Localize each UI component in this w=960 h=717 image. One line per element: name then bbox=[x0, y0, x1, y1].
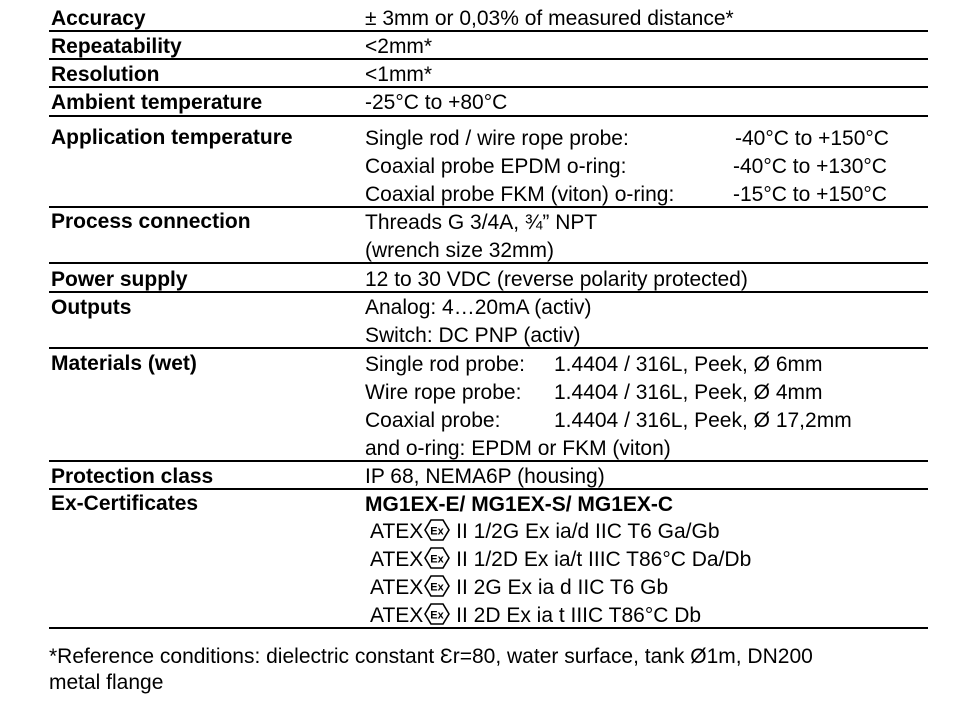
atex-prefix: ATEX bbox=[370, 548, 424, 571]
atex-cert-text: II 1/2D Ex ia/t IIIC T86°C Da/Db bbox=[456, 548, 752, 571]
row-divider bbox=[49, 262, 928, 264]
row-value-power-supply: 12 to 30 VDC (reverse polarity protected) bbox=[365, 268, 748, 291]
row-divider bbox=[49, 206, 928, 208]
row-divider bbox=[49, 488, 928, 490]
ex-atex-hexagon-icon bbox=[424, 575, 450, 597]
row-label-accuracy: Accuracy bbox=[51, 7, 146, 30]
atex-prefix: ATEX bbox=[370, 576, 424, 599]
row-label-repeatability: Repeatability bbox=[51, 35, 182, 58]
row-label-power-supply: Power supply bbox=[51, 268, 188, 291]
row-label-outputs: Outputs bbox=[51, 296, 132, 319]
svg-text:Ex: Ex bbox=[430, 553, 445, 566]
row-divider bbox=[49, 347, 928, 349]
application-temp-entry-name: Coaxial probe EPDM o-ring: bbox=[365, 155, 627, 178]
row-divider bbox=[49, 115, 928, 117]
row-divider bbox=[49, 460, 928, 462]
materials-entry-value: 1.4404 / 316L, Peek, Ø 6mm bbox=[554, 353, 823, 376]
row-value-resolution: <1mm* bbox=[365, 63, 433, 86]
row-label-application-temperature: Application temperature bbox=[51, 126, 293, 149]
atex-prefix: ATEX bbox=[370, 604, 424, 627]
row-value-protection-class: IP 68, NEMA6P (housing) bbox=[365, 465, 605, 488]
materials-entry-value: 1.4404 / 316L, Peek, Ø 17,2mm bbox=[554, 409, 852, 432]
application-temp-entry-value: -40°C to +130°C bbox=[733, 155, 887, 178]
atex-cert-text: II 2G Ex ia d IIC T6 Gb bbox=[456, 576, 669, 599]
materials-entry-name: Single rod probe: bbox=[365, 353, 525, 376]
footnote-line-1: *Reference conditions: dielectric constant Ɛr=80, water surface, tank Ø1m, DN200 bbox=[49, 645, 813, 668]
application-temp-entry-name: Single rod / wire rope probe: bbox=[365, 127, 629, 150]
row-value-repeatability: <2mm* bbox=[365, 35, 433, 58]
row-label-materials-wet: Materials (wet) bbox=[51, 352, 197, 375]
atex-cert-line bbox=[370, 519, 720, 544]
atex-cert-text: II 2D Ex ia t IIIC T86°C Db bbox=[456, 604, 702, 627]
row-divider bbox=[49, 291, 928, 293]
row-divider bbox=[49, 58, 928, 60]
materials-entry-value: 1.4404 / 316L, Peek, Ø 4mm bbox=[554, 381, 823, 404]
application-temp-entry-name: Coaxial probe FKM (viton) o-ring: bbox=[365, 183, 675, 206]
row-value-outputs: Analog: 4…20mA (activ) bbox=[365, 296, 592, 319]
svg-text:Ex: Ex bbox=[430, 525, 445, 538]
row-value-process-connection: (wrench size 32mm) bbox=[365, 239, 555, 262]
row-value-outputs: Switch: DC PNP (activ) bbox=[365, 324, 581, 347]
row-label-process-connection: Process connection bbox=[51, 210, 251, 233]
atex-cert-line bbox=[370, 603, 701, 628]
row-value-ambient-temperature: -25°C to +80°C bbox=[365, 91, 508, 114]
ex-atex-hexagon-icon bbox=[424, 519, 450, 541]
materials-extra: and o-ring: EPDM or FKM (viton) bbox=[365, 437, 671, 460]
materials-entry-name: Coaxial probe: bbox=[365, 409, 501, 432]
atex-cert-text: II 1/2G Ex ia/d IIC T6 Ga/Gb bbox=[456, 520, 720, 543]
ex-atex-hexagon-icon bbox=[424, 603, 450, 625]
atex-prefix: ATEX bbox=[370, 520, 424, 543]
row-divider bbox=[49, 627, 928, 629]
ex-certificates-heading: MG1EX-E/ MG1EX-S/ MG1EX-C bbox=[365, 493, 674, 516]
row-label-ex-certificates: Ex-Certificates bbox=[51, 492, 199, 515]
footnote-line-2: metal flange bbox=[49, 671, 164, 694]
svg-text:Ex: Ex bbox=[430, 581, 445, 594]
row-label-ambient-temperature: Ambient temperature bbox=[51, 91, 263, 114]
row-divider bbox=[49, 86, 928, 88]
row-divider bbox=[49, 30, 928, 32]
atex-cert-line bbox=[370, 575, 668, 600]
application-temp-entry-value: -40°C to +150°C bbox=[735, 127, 889, 150]
row-label-resolution: Resolution bbox=[51, 63, 160, 86]
application-temp-entry-value: -15°C to +150°C bbox=[733, 183, 887, 206]
row-value-accuracy: ± 3mm or 0,03% of measured distance* bbox=[365, 7, 734, 30]
row-value-process-connection: Threads G 3/4A, ¾” NPT bbox=[365, 211, 598, 234]
materials-entry-name: Wire rope probe: bbox=[365, 381, 522, 404]
row-label-protection-class: Protection class bbox=[51, 465, 214, 488]
svg-text:Ex: Ex bbox=[430, 609, 445, 622]
ex-atex-hexagon-icon bbox=[424, 547, 450, 569]
atex-cert-line bbox=[370, 547, 751, 572]
